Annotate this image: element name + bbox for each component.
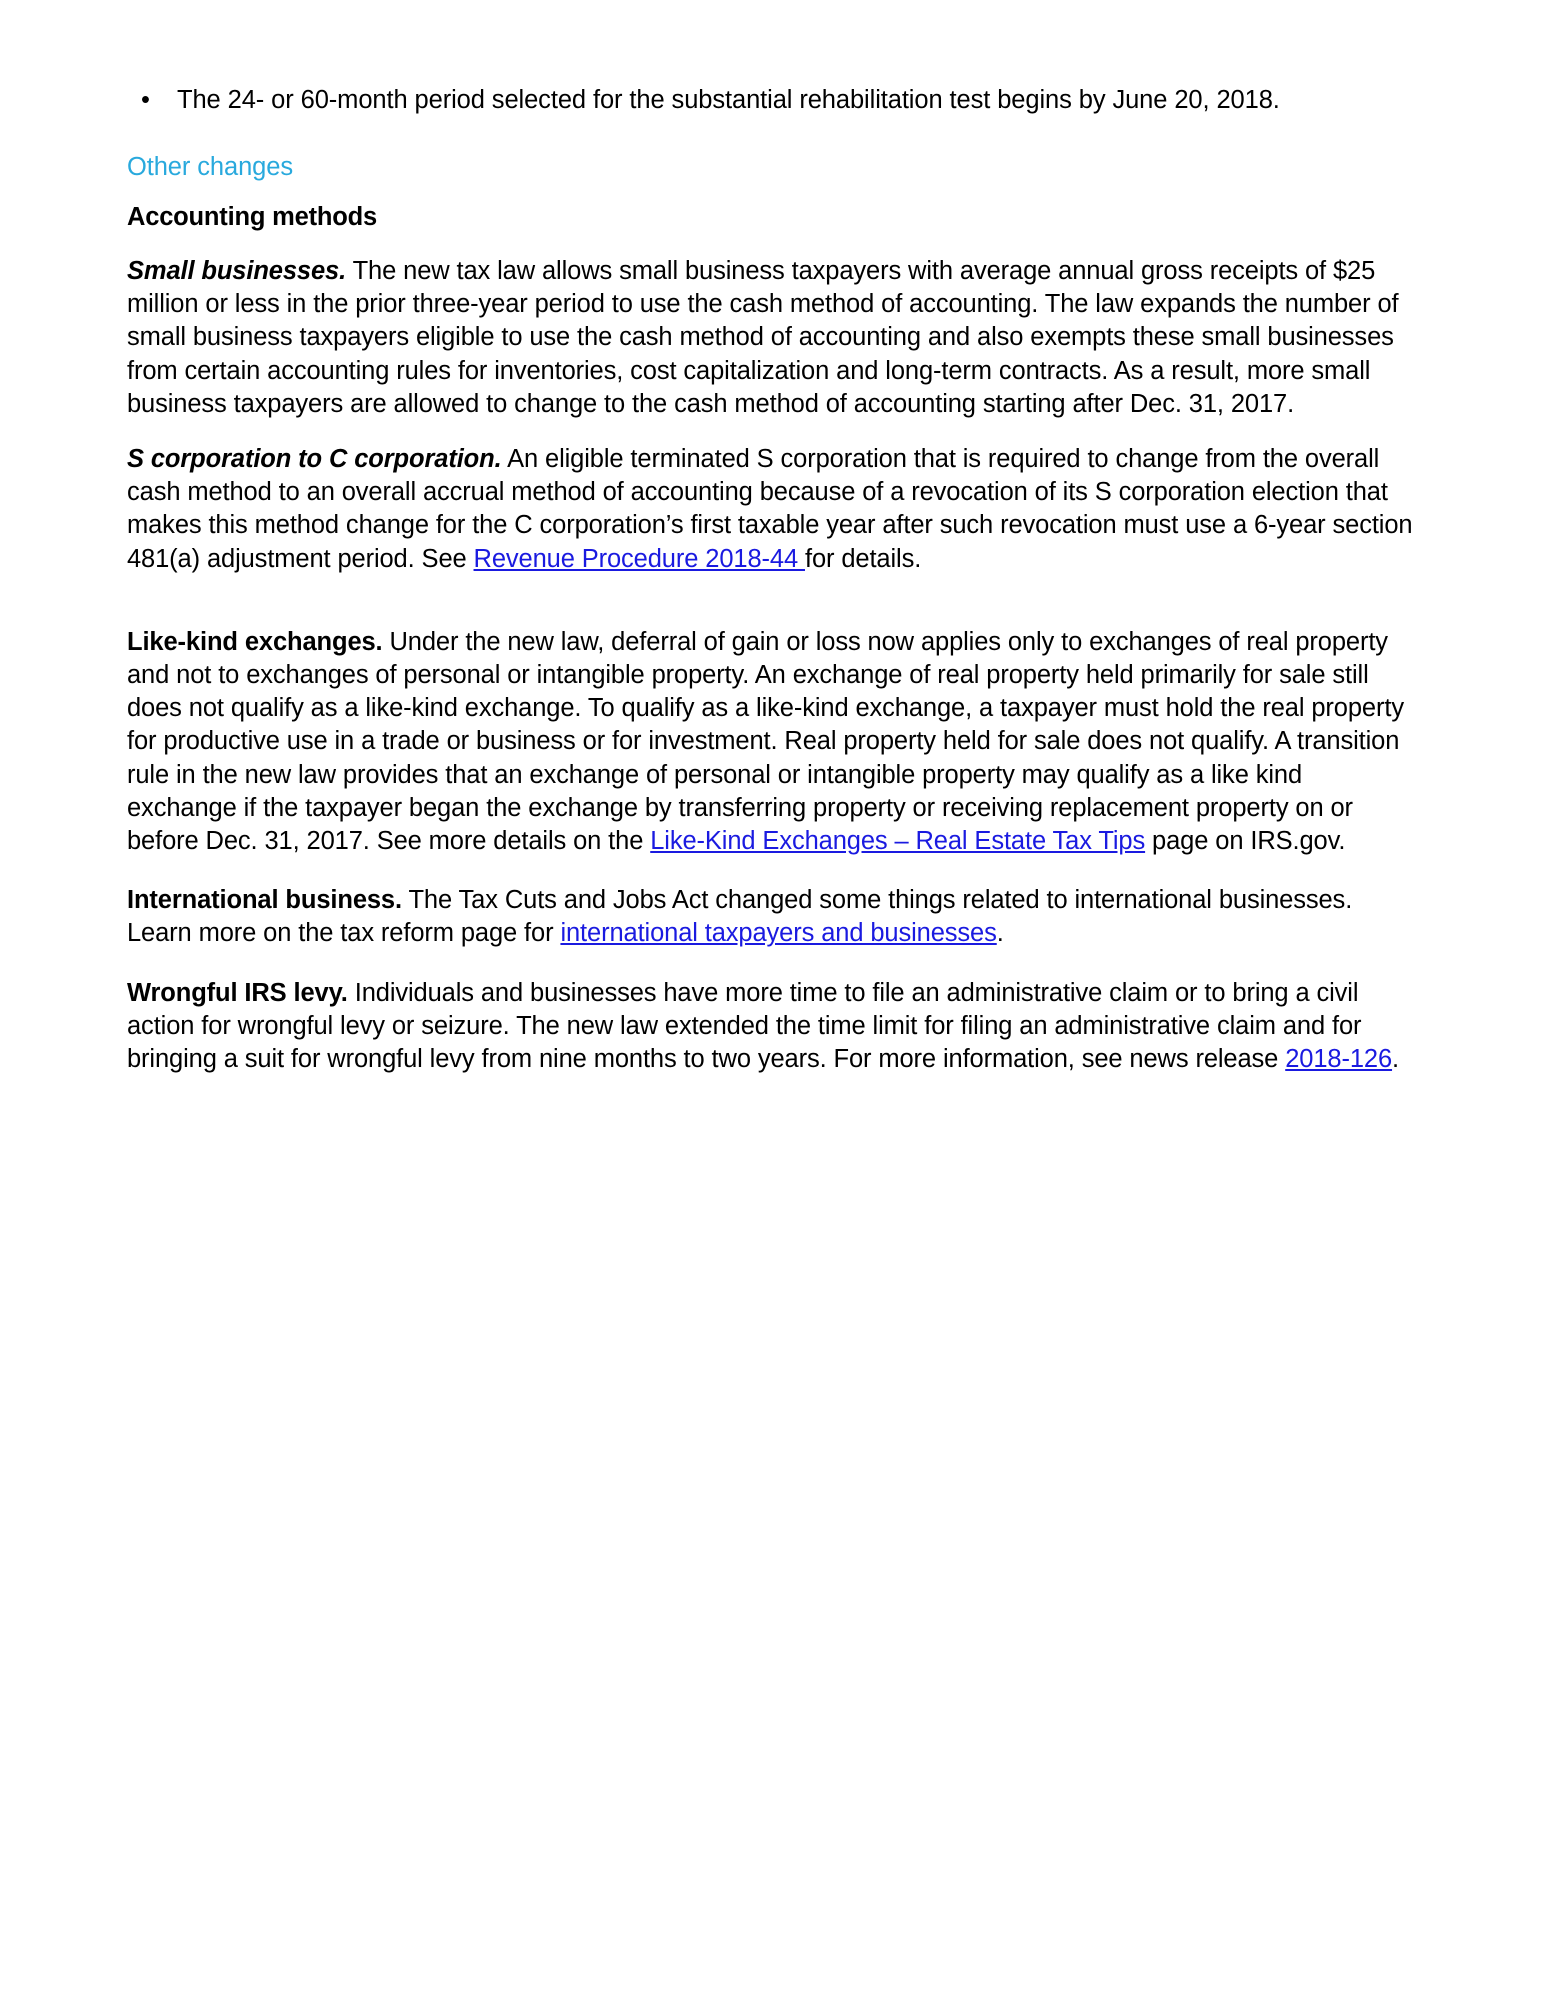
paragraph-tail-like-kind-exchanges: page on IRS.gov.: [1145, 827, 1346, 856]
paragraph-international-business: [127, 884, 1415, 950]
list-item-text: The 24- or 60-month period selected for the substantial rehabilitation test begins by June 20, 2018.: [177, 86, 1280, 114]
spacer: [127, 858, 1415, 884]
paragraph-lead-wrongful-irs-levy: Wrongful IRS levy.: [127, 978, 348, 1007]
document-content: [127, 84, 1415, 1076]
bullet-point-icon: •: [141, 86, 150, 114]
section-heading-other-changes: Other changes: [127, 153, 293, 181]
paragraph-tail-international-business: .: [996, 919, 1004, 948]
paragraph-lead-international-business: International business.: [127, 886, 402, 915]
paragraph-tail-wrongful-irs-levy: .: [1392, 1045, 1399, 1074]
paragraph-wrongful-irs-levy: [127, 977, 1415, 1077]
link-revenue-procedure-2018-44[interactable]: Revenue Procedure 2018-44: [473, 544, 805, 573]
paragraph-body-international-business: The Tax Cuts and Jobs Act changed some things related to international businesses. Learn more on the tax reform page for: [127, 886, 1353, 948]
sub-heading-accounting-methods: Accounting methods: [127, 203, 377, 231]
spacer: [127, 421, 1415, 443]
paragraph-lead-like-kind-exchanges: Like-kind exchanges.: [127, 627, 383, 656]
paragraph-tail-s-corp-to-c-corp: for details.: [804, 544, 922, 573]
paragraph-s-corp-to-c-corp: [127, 443, 1415, 576]
paragraph-small-businesses: [127, 255, 1415, 421]
spacer: [127, 951, 1415, 977]
paragraph-lead-s-corp-to-c-corp: S corporation to C corporation.: [127, 445, 502, 474]
paragraph-body-s-corp-to-c-corp: An eligible terminated S corporation that is required to change from the overall cash method to an overall accrual method of accounting because of a revocation of its S corporation election that makes this method change for the C corporation’s first taxable year after such revocation must use a 6-year section 481(a) adjustment period. See: [127, 445, 1413, 573]
paragraph-body-small-businesses: The new tax law allows small business taxpayers with average annual gross receipts of $25 million or less in the prior three-year period to use the cash method of accounting. The law expands the number of small business taxpayers eligible to use the cash method of accounting and also exempts these small businesses from certain accounting rules for inventories, cost capitalization and long-term contracts. As a result, more small business taxpayers are allowed to change to the cash method of accounting starting after Dec. 31, 2017.: [127, 257, 1399, 418]
spacer: [127, 117, 1415, 151]
link-news-release-2018-126[interactable]: 2018-126: [1285, 1045, 1393, 1074]
list-item: [127, 84, 1415, 117]
paragraph-like-kind-exchanges: [127, 626, 1415, 858]
bullet-list: [127, 84, 1415, 117]
link-like-kind-exchanges-real-estate-tax-tips[interactable]: Like-Kind Exchanges – Real Estate Tax Tips: [650, 827, 1146, 856]
paragraph-lead-small-businesses: Small businesses.: [127, 257, 347, 285]
paragraph-body-wrongful-irs-levy: Individuals and businesses have more time to file an administrative claim or to bring a civil action for wrongful levy or seizure. The new law extended the time limit for filing an administrative claim and for bringing a suit for wrongful levy from nine months to two years. For more information, see news release: [127, 978, 1362, 1074]
spacer: [127, 183, 1415, 201]
paragraph-body-like-kind-exchanges: Under the new law, deferral of gain or loss now applies only to exchanges of real property and not to exchanges of personal or intangible property. An exchange of real property held primarily for sale still does not qualify as a like-kind exchange. To qualify as a like-kind exchange, a taxpayer must hold the real property for productive use in a trade or business or for investment. Real property held for sale does not qualify. A transition rule in the new law provides that an exchange of personal or intangible property may qualify as a like kind exchange if the taxpayer began the exchange by transferring property or receiving replacement property on or before Dec. 31, 2017. See more details on the: [127, 627, 1404, 856]
spacer: [127, 576, 1415, 626]
link-international-taxpayers-and-businesses[interactable]: international taxpayers and businesses: [560, 919, 997, 948]
spacer: [127, 233, 1415, 255]
